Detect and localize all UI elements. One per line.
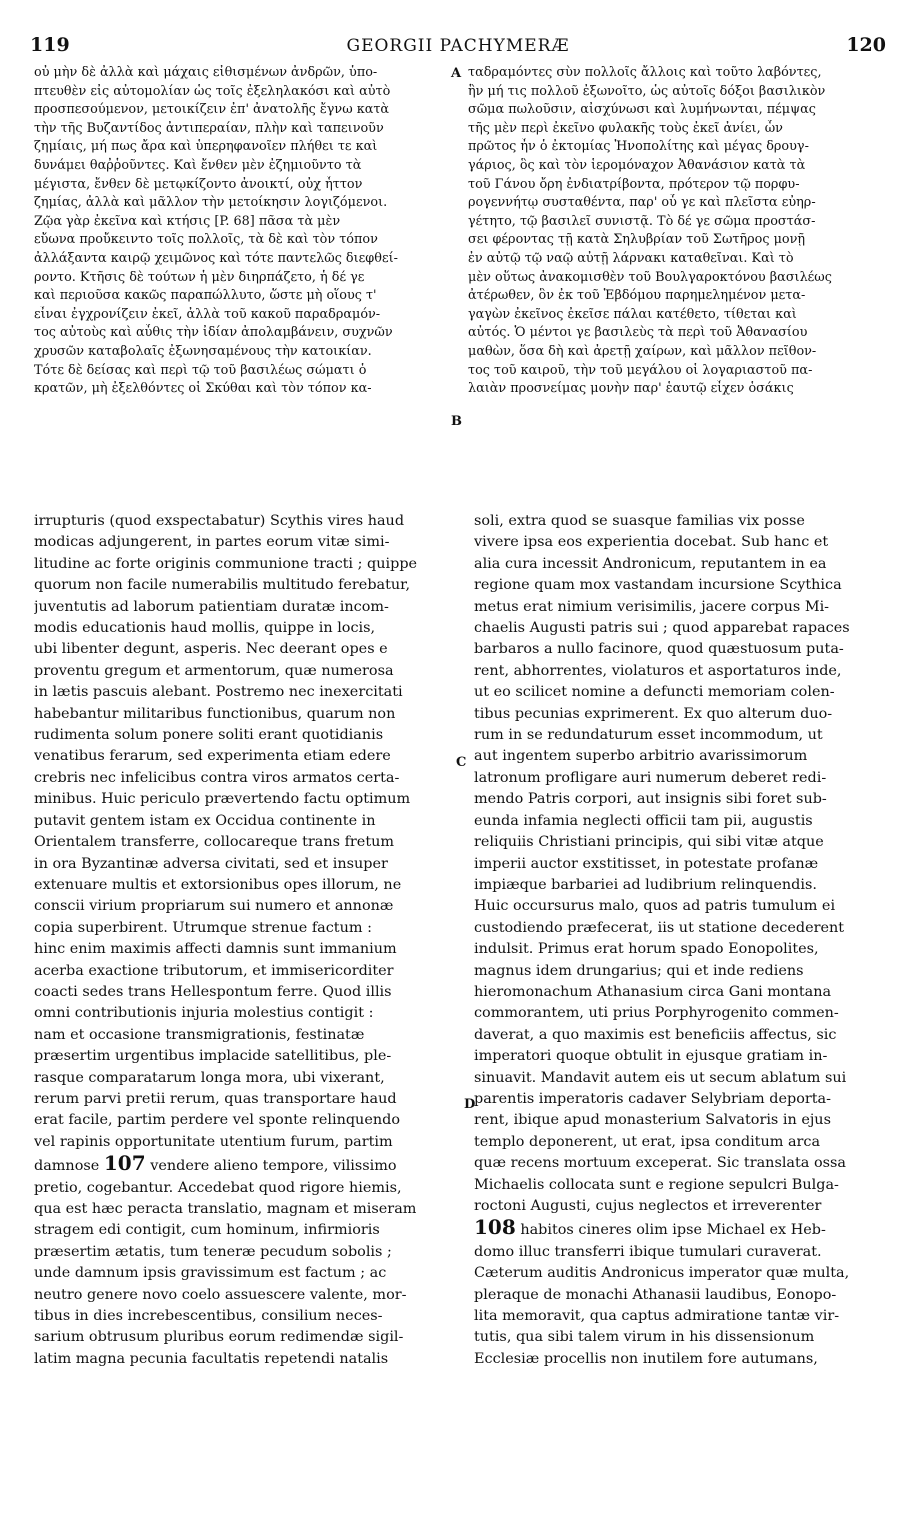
text-line: irrupturis (quod exspectabatur) Scythis vires haud: [34, 513, 405, 529]
text-line: tutis, qua sibi talem virum in his dissensionum: [474, 1329, 815, 1346]
text-line: ἐν αὐτῷ τῷ ναῷ αὐτῇ λάρνακι καταθεῖναι. Καὶ τὸ: [468, 250, 794, 266]
text-line: tibus in dies increbescentibus, consilium neces-: [34, 1308, 383, 1325]
margin-letter-d: D: [464, 1097, 476, 1112]
text-line: γέτητο, τῷ βασιλεῖ συνιστᾷ. Τὸ δέ γε σῶμα προστάσ-: [468, 213, 816, 229]
text-line: χρυσῶν καταβολαῖς ἐξωνησαμένους τὴν κατοικίαν.: [34, 343, 372, 359]
text-line: ubi libenter degunt, asperis. Nec deerant opes e: [34, 641, 388, 658]
text-line: tibus pecunias exprimerent. Ex quo alterum duo-: [474, 705, 833, 722]
text-line: qua est hæc peracta translatio, magnam et miseram: [34, 1201, 417, 1217]
text-line: copia superbirent. Utrumque strenue factum :: [34, 919, 372, 936]
text-line: unde damnum ipsis gravissimum est factum ; ac: [34, 1265, 387, 1282]
text-line: [34, 1153, 454, 1177]
text-line: imperii auctor exstitisset, in potestate profanæ: [474, 855, 819, 872]
text-line: sarium obtrusum pluribus eorum redimendæ sigil-: [34, 1329, 404, 1346]
text-line: μὲν οὕτως ἀνακομισθὲν τοῦ Βουλγαροκτόνου βασιλέως: [468, 269, 832, 285]
text-line: rerum parvi pretii rerum, quas transportare haud: [34, 1090, 397, 1107]
text-line: soli, extra quod se suasque familias vix posse: [474, 513, 805, 529]
text-line: Orientalem transferre, collocareque trans fretum: [34, 834, 395, 851]
text-line: hieromonachum Athanasium circa Gani montana: [474, 983, 832, 1000]
text-line: habebantur militaribus functionibus, quarum non: [34, 705, 396, 722]
greek-text-right-column: [468, 64, 882, 500]
text-line: modicas adjungerent, in partes eorum vitæ simi-: [34, 534, 390, 551]
text-line: præsertim urgentibus implacide satellitibus, ple-: [34, 1048, 392, 1065]
text-line: ἀτέρωθεν, ὃν ἐκ τοῦ Ἑβδόμου παρημελημένον μετα-: [468, 288, 806, 304]
text-line: litudine ac forte originis communione tracti ; quippe: [34, 555, 418, 572]
text-line: reliquiis Christiani principis, qui sibi vitæ atque: [474, 834, 824, 851]
text-line: barbaros a nullo facinore, quod quæstuosum puta-: [474, 641, 844, 658]
latin-text-left-column: [34, 511, 454, 1511]
text-line: proventu gregum et armentorum, quæ numerosa: [34, 662, 394, 679]
page-number-left: 119: [30, 34, 70, 56]
text-line: Ecclesiæ procellis non inutilem fore autumans,: [474, 1350, 818, 1367]
text-line: προσπεσούμενον, μετοικίζειν ἐπ' ἀνατολῆς ἔγνω κατὰ: [34, 102, 390, 118]
text-line: neutro genere novo coelo assuescere valente, mor-: [34, 1286, 407, 1303]
text-line: Michaelis collocata sunt e regione sepulcri Bulga-: [474, 1176, 839, 1193]
text-line: γάριος, ὃς καὶ τὸν ἱερομόναχον Ἀθανάσιον κατὰ τὰ: [468, 157, 806, 173]
text-line-content: damnose: [34, 1158, 100, 1175]
text-line: κρατῶν, μὴ ἐξελθόντες οἱ Σκύθαι καὶ τὸν τόπον κα-: [34, 381, 372, 397]
latin-text-right-column: [474, 511, 886, 1511]
text-line: putavit gentem istam ex Occidua continente in: [34, 812, 376, 829]
text-line: erat facile, partim perdere vel sponte relinquendo: [34, 1112, 400, 1129]
text-line: Ζῷα γὰρ ἐκεῖνα καὶ κτήσις [P. 68] πᾶσα τὰ μὲν: [34, 213, 341, 229]
text-line: coacti sedes trans Hellespontum ferre. Quod illis: [34, 983, 392, 1000]
text-line: aut ingentem superbo arbitrio avarissimorum: [474, 748, 808, 765]
text-line: τὴν τῆς Βυζαντίδος ἀντιπεραίαν, πλὴν καὶ ταπεινοῦν: [34, 120, 384, 136]
text-line: chaelis Augusti patris sui ; quod apparebat rapaces: [474, 620, 850, 637]
text-line: εὔωνα προὔκειντο τοῖς πολλοῖς, τὰ δὲ καὶ τὸν τόπον: [34, 232, 378, 248]
text-line: hinc enim maximis affecti damnis sunt immanium: [34, 941, 397, 958]
text-line: imperatori quoque obtulit in ejusque gratiam in-: [474, 1048, 828, 1065]
text-line: pretio, cogebantur. Accedebat quod rigore hiemis,: [34, 1179, 402, 1196]
text-line: alia cura incessit Andronicum, reputantem in ea: [474, 555, 827, 572]
text-line: eunda infamia neglecti officii tam pii, augustis: [474, 812, 813, 829]
text-line: αὐτός. Ὁ μέντοι γε βασιλεὺς τὰ περὶ τοῦ Ἀθανασίου: [468, 325, 808, 341]
text-line: commorantem, uti prius Porphyrogenito commen-: [474, 1005, 839, 1022]
text-line: pleraque de monachi Athanasii laudibus, Eonopo-: [474, 1286, 837, 1303]
page-number-right: 120: [846, 34, 886, 56]
text-line: impiæque barbariei ad ludibrium relinquendis.: [474, 876, 817, 893]
text-line: conscii virium propriarum sui numero et annonæ: [34, 898, 394, 915]
text-line: sinuavit. Mandavit autem eis ut secum ablatum sui: [474, 1069, 847, 1086]
text-line: [474, 1217, 886, 1241]
text-line: vivere ipsa eos experientia docebat. Sub hanc et: [474, 534, 829, 551]
text-line: τοῦ Γάνου ὄρη ἐνδιατρίβοντα, πρότερον τῷ πορφυ-: [468, 176, 800, 192]
margin-letter-b: B: [451, 414, 462, 429]
text-line: τος αὐτοὺς καὶ αὖθις τὴν ἰδίαν ἀπολαμβάνειν, συχνῶν: [34, 325, 393, 341]
text-line: quorum non facile numerabilis multitudo ferebatur,: [34, 577, 411, 594]
text-line: οὐ μὴν δὲ ἀλλὰ καὶ μάχαις εἰθισμένων ἀνδρῶν, ὑπο-: [34, 65, 378, 80]
text-line: Cæterum auditis Andronicus imperator quæ multa,: [474, 1265, 850, 1282]
text-line: καὶ περιοῦσα κακῶς παραπώλλυτο, ὥστε μὴ οἵους τ': [34, 288, 377, 304]
text-line-content: habitos cineres olim ipse Michael ex Heb-: [520, 1222, 826, 1239]
text-line: modis educationis haud mollis, quippe in locis,: [34, 620, 376, 637]
text-line: præsertim ætatis, tum teneræ pecudum sobolis ;: [34, 1243, 392, 1260]
text-line: juventutis ad laborum patientiam duratæ incom-: [34, 598, 389, 615]
margin-letter-c: C: [456, 755, 467, 770]
text-line: roctoni Augusti, cujus neglectos et irreverenter: [474, 1198, 822, 1214]
text-line: ἣν μή τις πολλοῦ ἐξωνοῖτο, ὡς αὐτοῖς δόξοι βασιλικὸν: [468, 83, 826, 99]
text-line: ἀλλάξαντα καιρῷ χειμῶνος καὶ τότε παντελῶς διεφθεί-: [34, 250, 398, 266]
text-line: quæ recens mortuum exceperat. Sic translata ossa: [474, 1155, 846, 1172]
text-line: rudimenta solum ponere soliti erant quotidianis: [34, 727, 384, 744]
folio-mark: 108: [474, 1217, 516, 1240]
text-line: regione quam mox vastandam incursione Scythica: [474, 577, 842, 594]
text-line: τος τοῦ καιροῦ, τὴν τοῦ μεγάλου οἱ λογαριαστοῦ πα-: [468, 362, 813, 378]
text-line: σει φέροντας τῇ κατὰ Σηλυβρίαν τοῦ Σωτῆρος μονῇ: [468, 232, 806, 248]
text-line: acerba exactione tributorum, et immisericorditer: [34, 962, 394, 979]
text-line: ζημίαις, μή πως ἄρα καὶ ὑπερηφανοῖεν πλήθει τε καὶ: [34, 139, 378, 155]
text-line: rent, ibique apud monasterium Salvatoris in ejus: [474, 1112, 831, 1129]
folio-mark: 107: [103, 1153, 146, 1176]
text-line: rum in se redundaturum esset incommodum, ut: [474, 727, 823, 744]
text-line: rasque comparatarum longa mora, ubi vixerant,: [34, 1069, 385, 1086]
text-line: nam et occasione transmigrationis, festinatæ: [34, 1026, 365, 1043]
text-line: ζημίας, ἀλλὰ καὶ μᾶλλον τὴν μετοίκησιν λογιζόμενοι.: [34, 195, 388, 211]
text-line: ut eo scilicet nomine a defuncti memoriam colen-: [474, 684, 835, 701]
text-line: latronum profligare auri numerum deberet redi-: [474, 769, 827, 786]
text-line: Τότε δὲ δείσας καὶ περὶ τῷ τοῦ βασιλέως σώματι ὁ: [34, 362, 367, 378]
text-line: venatibus ferarum, sed experimenta etiam edere: [34, 748, 391, 765]
text-line: λαιὰν προσνείμας μονὴν παρ' ἑαυτῷ εἶχεν ὁσάκις: [468, 381, 794, 397]
text-line: omni contributionis injuria molestius contigit :: [34, 1005, 374, 1022]
text-line-content: vendere alieno tempore, vilissimo: [150, 1158, 397, 1175]
text-line: εἶναι ἐγχρονίζειν ἐκεῖ, ἀλλὰ τοῦ κακοῦ παραδραμόν-: [34, 306, 381, 322]
running-title: GEORGII PACHYMERÆ: [346, 36, 570, 56]
text-line: ροντο. Κτῆσις δὲ τούτων ἡ μὲν διηρπάζετο, ἡ δέ γε: [34, 269, 365, 285]
text-line: stragem edi contigit, cum hominum, infirmioris: [34, 1222, 380, 1239]
text-line: indulsit. Primus erat horum spado Eonopolites,: [474, 941, 819, 958]
text-line: μέγιστα, ἔνθεν δὲ μετῳκίζοντο ἀνοικτί, οὐχ ἧττον: [34, 176, 363, 192]
text-line: ρογεννήτῳ συσταθέντα, παρ' οὗ γε καὶ πλεῖστα εὐηρ-: [468, 195, 816, 211]
text-line: δυνάμει θαῤῥοῦντες. Καὶ ἔνθεν μὲν ἐζημιοῦντο τὰ: [34, 157, 362, 173]
text-line: in ora Byzantinæ adversa civitati, sed et insuper: [34, 855, 388, 872]
text-line: mendo Patris corpori, aut insignis sibi foret sub-: [474, 791, 827, 808]
text-line: τῆς μὲν περὶ ἐκεῖνο φυλακῆς τοὺς ἐκεῖ ἀνίει, ὧν: [468, 120, 783, 136]
text-line: parentis imperatoris cadaver Selybriam deporta-: [474, 1090, 831, 1107]
text-line: σῶμα πωλοῦσιν, αἰσχύνωσι καὶ λυμήνωνται, πέμψας: [468, 102, 816, 118]
text-line: γαγὼν ἐκεῖνος ἐκεῖσε πάλαι κατέθετο, τίθεται καὶ: [468, 306, 797, 322]
text-line: crebris nec infelicibus contra viros armatos certa-: [34, 769, 400, 786]
text-line: μαθὼν, ὅσα δὴ καὶ ἀρετῇ χαίρων, καὶ μᾶλλον πεῖθον-: [468, 343, 817, 359]
text-line: Huic occursurus malo, quos ad patris tumulum ei: [474, 898, 836, 915]
greek-text-left-column: [34, 64, 452, 500]
text-line: rent, abhorrentes, violaturos et asportaturos inde,: [474, 662, 842, 679]
running-head: [30, 34, 886, 58]
text-line: templo deponerent, ut erat, ipsa conditum arca: [474, 1133, 821, 1150]
text-line: magnus idem drungarius; qui et inde rediens: [474, 962, 804, 979]
text-line: πρῶτος ἦν ὁ ἐκτομίας Ἠνοπολίτης καὶ μέγας δρουγ-: [468, 139, 809, 155]
text-line: domo illuc transferri ibique tumulari curaverat.: [474, 1243, 822, 1260]
text-line: daverat, a quo maximis est beneficiis affectus, sic: [474, 1026, 837, 1043]
text-line: extenuare multis et extorsionibus opes illorum, ne: [34, 876, 402, 893]
text-line: vel rapinis opportunitate utentium furum, partim: [34, 1133, 393, 1150]
text-line: πτευθὲν εἰς αὐτομολίαν ὡς τοῖς ἐξεληλακόσι καὶ αὐτὸ: [34, 83, 391, 99]
text-line: ταδραμόντες σὺν πολλοῖς ἄλλοις καὶ τοῦτο λαβόντες,: [468, 65, 822, 80]
text-line: in lætis pascuis alebant. Postremo nec inexercitati: [34, 684, 403, 701]
text-line: minibus. Huic periculo prævertendo factu optimum: [34, 791, 411, 808]
text-line: metus erat nimium verisimilis, jacere corpus Mi-: [474, 598, 830, 615]
text-line: lita memoravit, qua captus admiratione tantæ vir-: [474, 1308, 840, 1325]
margin-letter-a: A: [451, 66, 462, 81]
text-line: latim magna pecunia facultatis repetendi natalis: [34, 1350, 389, 1367]
text-line: custodiendo præfecerat, iis ut statione decederent: [474, 919, 845, 936]
